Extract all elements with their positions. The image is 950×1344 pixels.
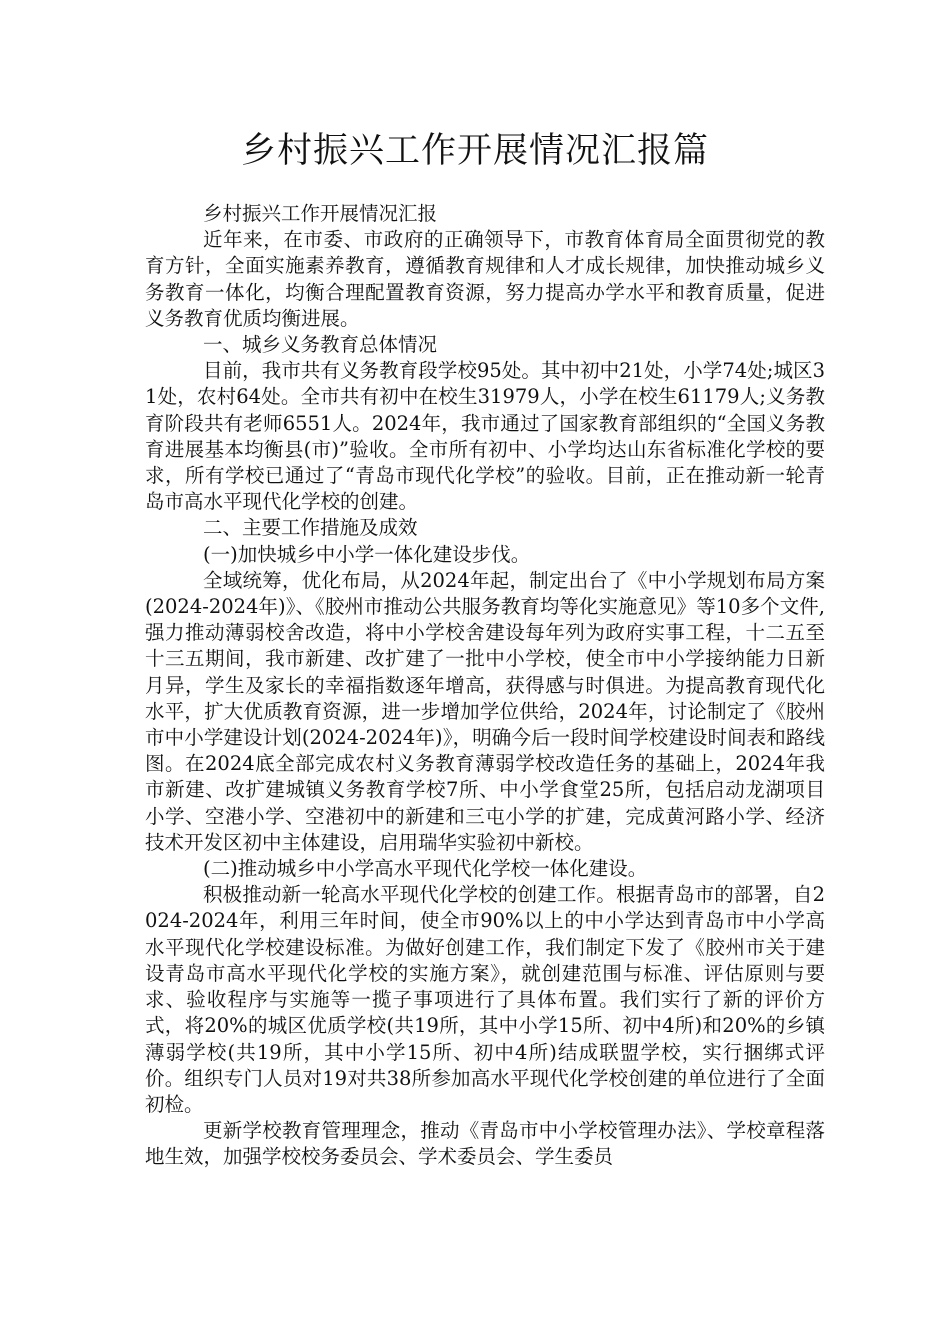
overview-paragraph: 目前，我市共有义务教育段学校95处。其中初中21处，小学74处;城区31处，农村64处。全市共有初中在校生31979人，小学在校生61179人;义务教育阶段共有老师6551人。2024年，我市通过了国家教育部组织的“全国义务教育进展基本均衡县(市)”验收。全市所有初中、小学均达山东省标准化学校的要求，所有学校已通过了“青岛市现代化学校”的验收。目前，正在推动新一轮青岛市高水平现代化学校的创建。 bbox=[145, 359, 825, 514]
subsection-heading-modernization: (二)推动城乡中小学高水平现代化学校一体化建设。 bbox=[203, 857, 648, 881]
modernization-paragraph: 积极推动新一轮高水平现代化学校的创建工作。根据青岛市的部署，自2024-2024年，利用三年时间，使全市90%以上的中小学达到青岛市中小学高水平现代化学校建设标准。为做好创建工作，我们制定下发了《胶州市关于建设青岛市高水平现代化学校的实施方案》，就创建范围与标准、评估原则与要求、验收程序与实施等一揽子事项进行了具体布置。我们实行了新的评价方式，将20%的城区优质学校(共19所，其中小学15所、初中4所)和20%的乡镇薄弱学校(共19所，其中小学15所、初中4所)结成联盟学校，实行捆绑式评价。组织专门人员对19对共38所参加高水平现代化学校创建的单位进行了全面初检。 bbox=[145, 883, 825, 1116]
integration-paragraph: 全域统筹，优化布局，从2024年起，制定出台了《中小学规划布局方案(2024-2024年)》、《胶州市推动公共服务教育均等化实施意见》等10多个文件,强力推动薄弱校舍改造，将中小学校舍建设每年列为政府实事工程，十二五至十三五期间，我市新建、改扩建了一批中小学校，使全市中小学接纳能力日新月异，学生及家长的幸福指数逐年增高，获得感与时俱进。为提高教育现代化水平，扩大优质教育资源，进一步增加学位供给，2024年，讨论制定了《胶州市中小学建设计划(2024-2024年)》，明确今后一段时间学校建设时间表和路线图。在2024底全部完成农村义务教育薄弱学校改造任务的基础上，2024年我市新建、改扩建城镇义务教育学校7所、中小学食堂25所，包括启动龙湖项目小学、空港小学、空港初中的新建和三屯小学的扩建，完成黄河路小学、经济技术开发区初中主体建设，启用瑞华实验初中新校。 bbox=[145, 568, 825, 854]
section-heading-overview: 一、城乡义务教育总体情况 bbox=[203, 333, 438, 357]
intro-paragraph: 近年来，在市委、市政府的正确领导下，市教育体育局全面贯彻党的教育方针，全面实施素养教育，遵循教育规律和人才成长规律，加快推动城乡义务教育一体化，均衡合理配置教育资源，努力提高办学水平和教育质量，促进义务教育优质均衡进展。 bbox=[145, 228, 825, 330]
report-heading: 乡村振兴工作开展情况汇报 bbox=[203, 202, 438, 225]
document-title: 乡村振兴工作开展情况汇报篇 bbox=[240, 131, 709, 171]
document-body bbox=[145, 201, 825, 1171]
management-paragraph: 更新学校教育管理理念，推动《青岛市中小学校管理办法》、学校章程落地生效，加强学校校务委员会、学术委员会、学生委员 bbox=[145, 1119, 825, 1169]
section-heading-measures: 二、主要工作措施及成效 bbox=[203, 516, 418, 540]
subsection-heading-integration: (一)加快城乡中小学一体化建设步伐。 bbox=[203, 542, 531, 566]
